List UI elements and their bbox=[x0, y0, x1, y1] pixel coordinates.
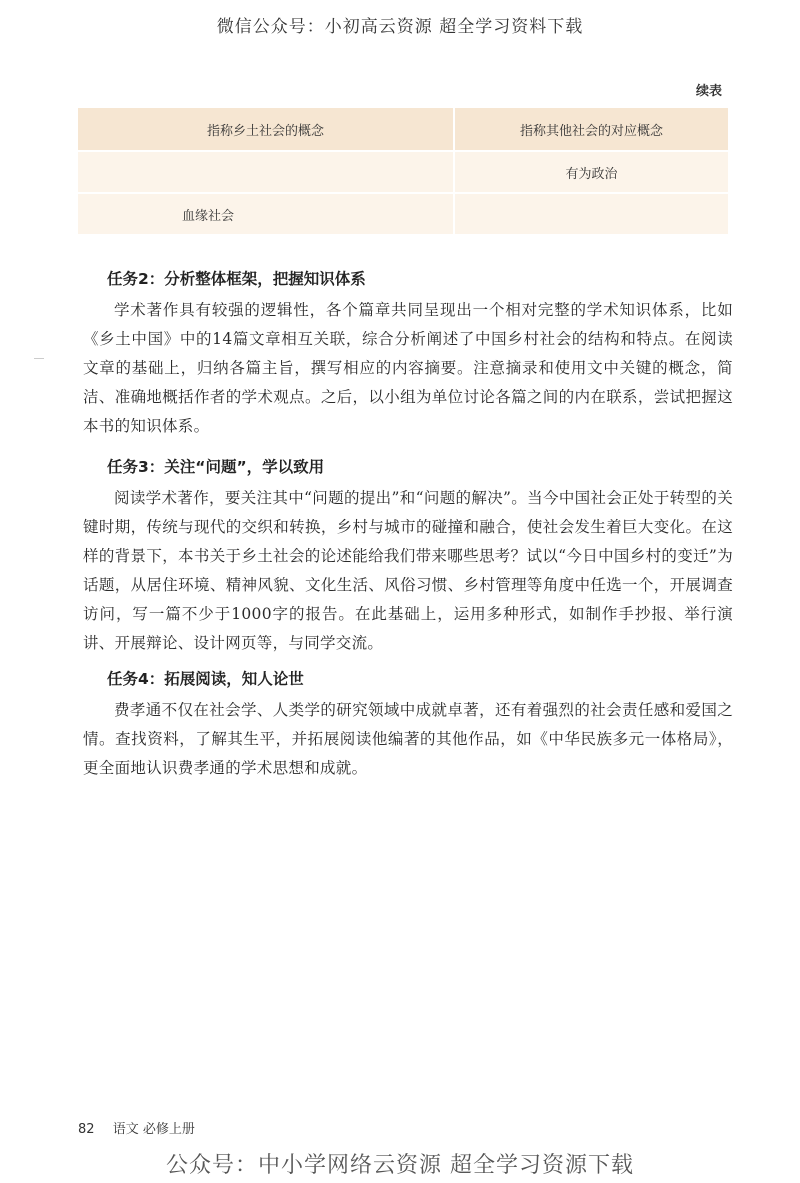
table-cell bbox=[454, 193, 728, 234]
table-cell: 有为政治 bbox=[454, 151, 728, 193]
task-paragraph: 学术著作具有较强的逻辑性，各个篇章共同呈现出一个相对完整的学术知识体系，比如《乡土中国》中的14篇文章相互关联，综合分析阐述了中国乡村社会的结构和特点。在阅读文章的基础上，归纳各篇主旨，撰写相应的内容摘要。注意摘录和使用文中关键的概念，简洁、准确地概括作者的学术观点。之后，以小组为单位讨论各篇之间的内在联系，尝试把握这本书的知识体系。 bbox=[83, 301, 733, 435]
table-header-row bbox=[78, 108, 728, 151]
task-title: 任务4：拓展阅读，知人论世 bbox=[107, 670, 304, 688]
task-paragraph: 费孝通不仅在社会学、人类学的研究领域中成就卓著，还有着强烈的社会责任感和爱国之情。查找资料，了解其生平，并拓展阅读他编著的其他作品，如《中华民族多元一体格局》，更全面地认识费孝通的学术思想和成就。 bbox=[83, 701, 733, 777]
footer-watermark: 公众号：中小学网络云资源 超全学习资源下载 bbox=[166, 1153, 634, 1178]
task-paragraph: 阅读学术著作，要关注其中“问题的提出”和“问题的解决”。当今中国社会正处于转型的关键时期，传统与现代的交织和转换，乡村与城市的碰撞和融合，使社会发生着巨大变化。在这样的背景下，本书关于乡土社会的论述能给我们带来哪些思考？试以“今日中国乡村的变迁”为话题，从居住环境、精神风貌、文化生活、风俗习惯、乡村管理等角度中任选一个，开展调查访问，写一篇不少于1000字的报告。在此基础上，运用多种形式，如制作手抄报、举行演讲、开展辩论、设计网页等，与同学交流。 bbox=[83, 489, 733, 652]
concept-table bbox=[78, 108, 728, 234]
header-watermark: 微信公众号：小初高云资源 超全学习资料下载 bbox=[216, 17, 584, 37]
task-title: 任务2：分析整体框架，把握知识体系 bbox=[107, 270, 366, 288]
table-header-cell: 指称其他社会的对应概念 bbox=[454, 108, 728, 151]
table-cell bbox=[78, 151, 454, 193]
book-title: 语文 必修上册 bbox=[112, 1122, 195, 1137]
page-footer bbox=[78, 1118, 195, 1137]
table-row bbox=[78, 193, 728, 234]
task-3-section bbox=[83, 456, 733, 658]
margin-mark bbox=[34, 358, 44, 359]
page-number: 82 bbox=[78, 1122, 95, 1137]
table-cell: 血缘社会 bbox=[78, 193, 454, 234]
table-header-cell: 指称乡土社会的概念 bbox=[78, 108, 454, 151]
task-title: 任务3：关注“问题”，学以致用 bbox=[107, 458, 325, 476]
task-4-section bbox=[83, 668, 733, 783]
task-2-section bbox=[83, 268, 733, 441]
table-continued-label: 续表 bbox=[695, 84, 722, 99]
table-row bbox=[78, 151, 728, 193]
